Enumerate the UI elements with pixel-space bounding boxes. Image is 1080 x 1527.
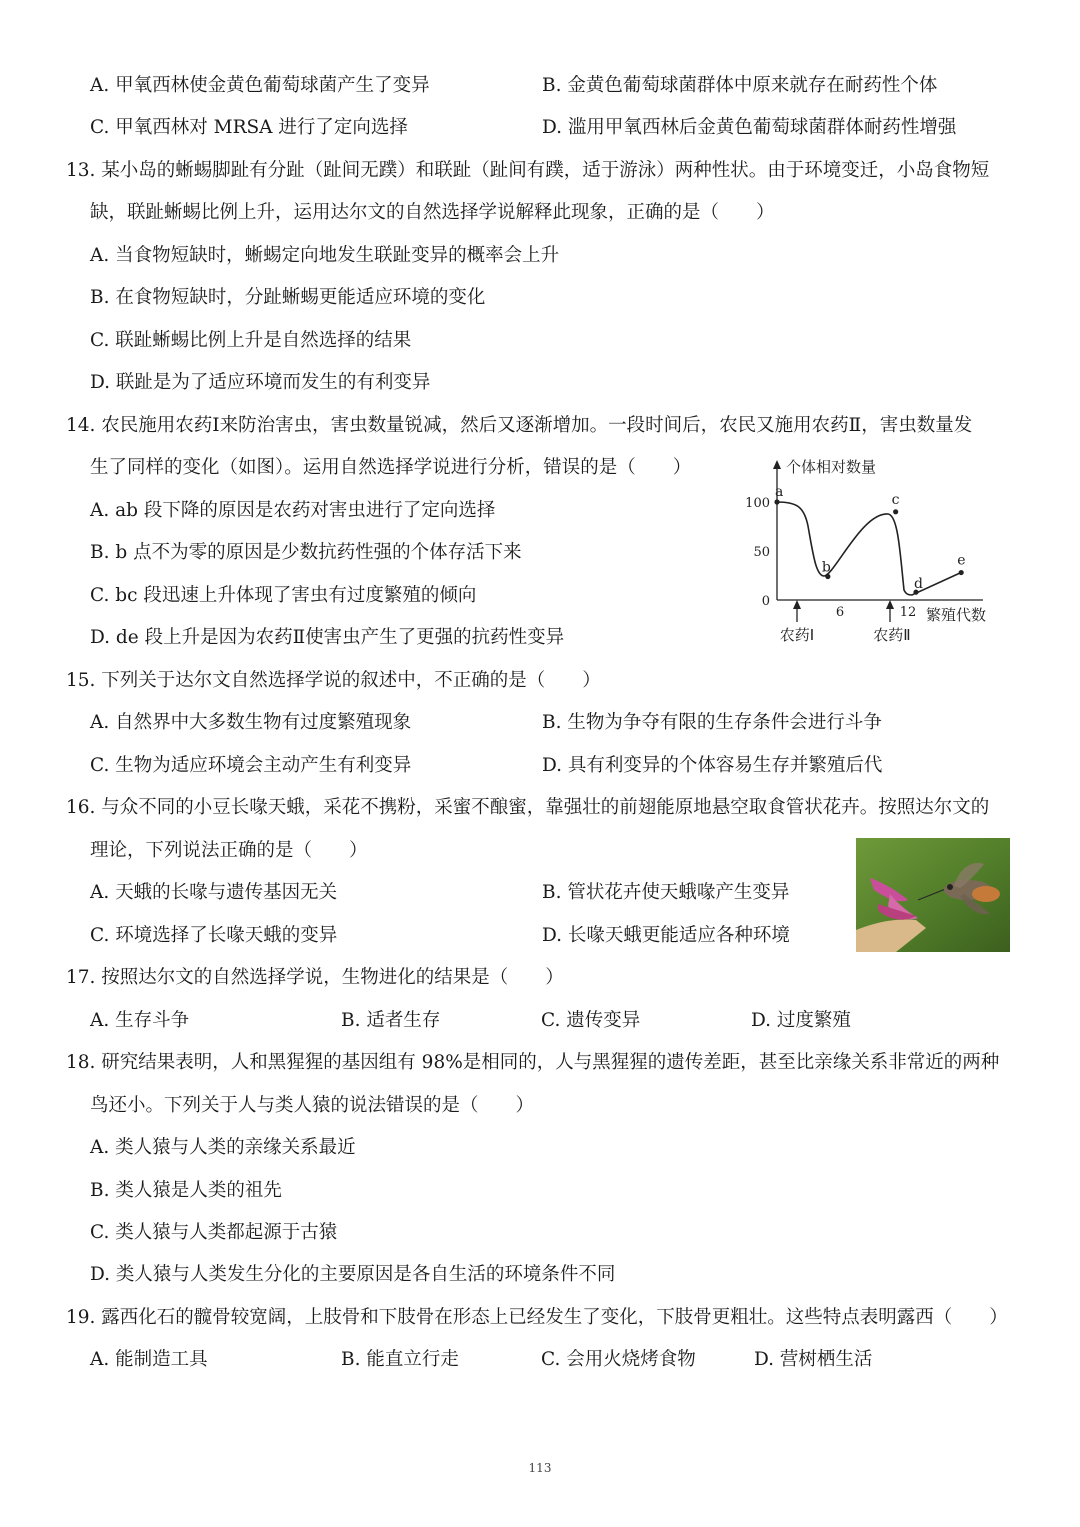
q18-stem-line2: 鸟还小。下列关于人与类人猿的说法错误的是（ ）: [90, 1095, 535, 1116]
q12-option-b: B. 金黄色葡萄球菌群体中原来就存在耐药性个体: [542, 75, 938, 96]
q15-option-c: C. 生物为适应环境会主动产生有利变异: [90, 755, 412, 776]
q15-stem: 15. 下列关于达尔文自然选择学说的叙述中，不正确的是（ ）: [66, 670, 601, 691]
q17-option-a: A. 生存斗争: [90, 1010, 190, 1031]
q16-stem-line1: 16. 与众不同的小豆长喙天蛾，采花不携粉，采蜜不酿蜜，靠强壮的前翅能原地悬空取食管状花卉。按照达尔文的: [66, 797, 990, 818]
q19-option-d: D. 营树栖生活: [754, 1349, 873, 1370]
q15-option-a: A. 自然界中大多数生物有过度繁殖现象: [90, 712, 412, 733]
arrow-pesticide-1: [793, 600, 801, 622]
y-tick-50: 50: [753, 545, 770, 560]
label-pesticide-2: 农药Ⅱ: [873, 627, 911, 644]
q14-option-b: B. b 点不为零的原因是少数抗药性强的个体存活下来: [90, 542, 522, 563]
q12-option-c: C. 甲氧西林对 MRSA 进行了定向选择: [90, 117, 408, 138]
x-tick-12: 12: [899, 605, 917, 620]
q18-option-a: A. 类人猿与人类的亲缘关系最近: [90, 1137, 356, 1158]
q18-stem-line1: 18. 研究结果表明，人和黑猩猩的基因组有 98%是相同的，人与黑猩猩的遗传差距，甚至比亲缘关系非常近的两种: [66, 1052, 1000, 1073]
x-tick-6: 6: [835, 605, 845, 620]
q14-stem-line1: 14. 农民施用农药Ⅰ来防治害虫，害虫数量锐减，然后又逐渐增加。一段时间后，农民又施用农药Ⅱ，害虫数量发: [66, 415, 973, 436]
q19-option-b: B. 能直立行走: [341, 1349, 459, 1370]
x-axis-title: 繁殖代数: [926, 607, 987, 624]
q13-option-b: B. 在食物短缺时，分趾蜥蜴更能适应环境的变化: [90, 287, 486, 308]
q12-option-a: A. 甲氧西林使金黄色葡萄球菌产生了变异: [90, 75, 430, 96]
point-label-e: e: [957, 552, 966, 569]
point-e: [959, 570, 964, 575]
q15-option-b: B. 生物为争夺有限的生存条件会进行斗争: [542, 712, 882, 733]
q19-stem: 19. 露西化石的髋骨较宽阔，上肢骨和下肢骨在形态上已经发生了变化，下肢骨更粗壮。这些特点表明露西（ ）: [66, 1307, 1008, 1328]
q17-option-b: B. 适者生存: [341, 1010, 441, 1031]
hawkmoth-photo: [856, 838, 1010, 952]
q19-option-c: C. 会用火烧烤食物: [541, 1349, 696, 1370]
q18-option-b: B. 类人猿是人类的祖先: [90, 1180, 282, 1201]
q17-stem: 17. 按照达尔文的自然选择学说，生物进化的结果是（ ）: [66, 967, 564, 988]
y-tick-100: 100: [745, 496, 770, 511]
point-label-b: b: [821, 559, 831, 576]
q16-option-a: A. 天蛾的长喙与遗传基因无关: [90, 882, 338, 903]
arrow-pesticide-2: [886, 600, 894, 622]
q17-option-c: C. 遗传变异: [541, 1010, 641, 1031]
y-axis-title: 个体相对数量: [786, 459, 877, 476]
q18-option-c: C. 类人猿与人类都起源于古猿: [90, 1222, 338, 1243]
q13-stem-line2: 缺，联趾蜥蜴比例上升，运用达尔文的自然选择学说解释此现象，正确的是（ ）: [90, 202, 775, 223]
q13-stem-line1: 13. 某小岛的蜥蜴脚趾有分趾（趾间无蹼）和联趾（趾间有蹼，适于游泳）两种性状。由于环境变迁，小岛食物短: [66, 160, 990, 181]
page-number: 113: [528, 1461, 552, 1475]
q19-option-a: A. 能制造工具: [90, 1349, 208, 1370]
q16-option-c: C. 环境选择了长喙天蛾的变异: [90, 925, 338, 946]
point-c: [893, 509, 898, 514]
pest-population-chart: [740, 452, 1010, 652]
point-label-c: c: [891, 491, 900, 508]
q16-option-b: B. 管状花卉使天蛾喙产生变异: [542, 882, 790, 903]
label-pesticide-1: 农药Ⅰ: [779, 627, 815, 644]
q18-option-d: D. 类人猿与人类发生分化的主要原因是各自生活的环境条件不同: [90, 1264, 616, 1285]
q13-option-a: A. 当食物短缺时，蜥蜴定向地发生联趾变异的概率会上升: [90, 245, 560, 266]
q13-option-c: C. 联趾蜥蜴比例上升是自然选择的结果: [90, 330, 412, 351]
q14-option-a: A. ab 段下降的原因是农药对害虫进行了定向选择: [90, 500, 496, 521]
point-label-a: a: [775, 484, 784, 500]
q13-option-d: D. 联趾是为了适应环境而发生的有利变异: [90, 372, 431, 393]
point-label-d: d: [913, 576, 923, 593]
q16-option-d: D. 长喙天蛾更能适应各种环境: [542, 925, 790, 946]
q15-option-d: D. 具有利变异的个体容易生存并繁殖后代: [542, 755, 883, 776]
q17-option-d: D. 过度繁殖: [751, 1010, 851, 1031]
q12-option-d: D. 滥用甲氧西林后金黄色葡萄球菌群体耐药性增强: [542, 117, 957, 138]
population-curve: [777, 502, 960, 595]
q14-option-d: D. de 段上升是因为农药Ⅱ使害虫产生了更强的抗药性变异: [90, 627, 565, 648]
q14-stem-line2: 生了同样的变化（如图）。运用自然选择学说进行分析，错误的是（ ）: [90, 457, 692, 478]
q14-option-c: C. bc 段迅速上升体现了害虫有过度繁殖的倾向: [90, 585, 477, 606]
y-axis-arrow: [773, 460, 781, 469]
point-a: [774, 499, 779, 504]
q16-stem-line2: 理论，下列说法正确的是（ ）: [90, 840, 368, 861]
y-tick-0: 0: [761, 594, 770, 609]
